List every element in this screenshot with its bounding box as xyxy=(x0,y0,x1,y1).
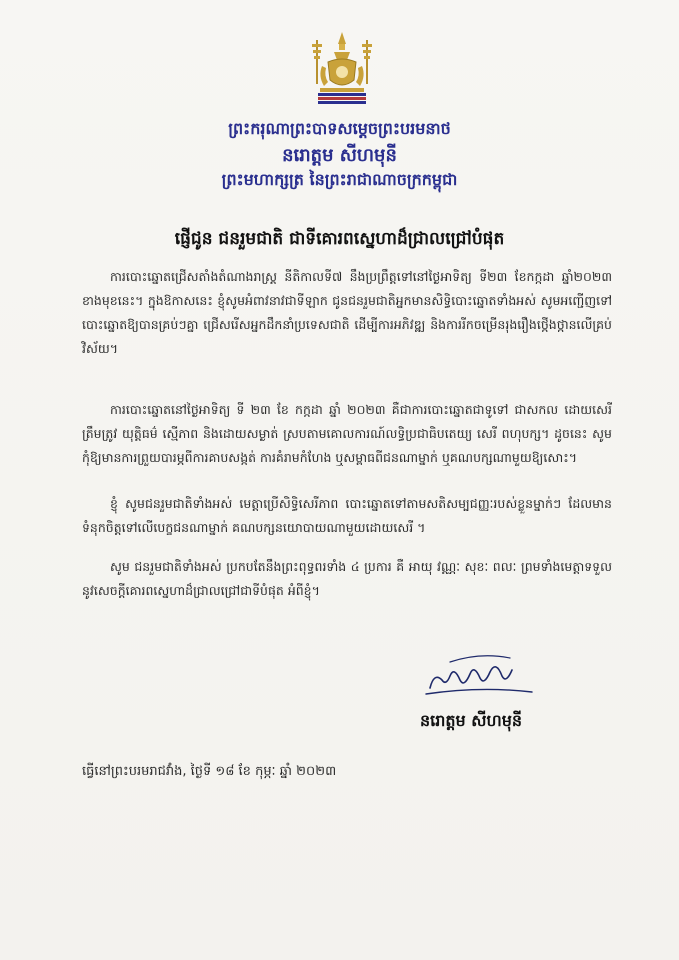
paragraph-1 xyxy=(82,265,612,361)
royal-emblem-icon xyxy=(304,30,380,110)
paragraph-3 xyxy=(82,492,612,540)
paragraph-text: ការបោះឆ្នោតជ្រើសតាំងតំណាងរាស្ត្រ នីតិកាលទី៧ នឹងប្រព្រឹត្តទៅនៅថ្ងៃអាទិត្យ ទី២៣ ខែកក្កដា ឆ្នាំ២០២៣ ខាងមុខនេះ។ ក្នុងឱកាសនេះ ខ្ញុំសូមអំពាវនាវជាទីឡាក ជូនជនរួមជាតិអ្នកមានសិទ្ធិបោះឆ្នោតទាំងអស់ សូមអញ្ជើញទៅបោះឆ្នោតឱ្យបានគ្រប់ៗគ្នា ជ្រើសរើសអ្នកដឹកនាំប្រទេសជាតិ ដើម្បីការអភិវឌ្ឍ និងការរីកចម្រើនរុងរឿងថ្កើងថ្កានលើគ្រប់វិស័យ។ xyxy=(82,269,612,356)
header-kingdom-title: ព្រះមហាក្សត្រ នៃព្រះរាជាណាចក្រកម្ពុជា xyxy=(221,170,458,189)
paragraph-text: សូម ជនរួមជាតិទាំងអស់ ប្រកបតែនឹងព្រះពុទ្ធពរទាំង ៤ ប្រការ គឺ អាយុ វណ្ណៈ សុខៈ ពលៈ ព្រមទាំងមេត្តាទទួលនូវសេចក្តីគោរពស្នេហាដ៏ជ្រាលជ្រៅជាទីបំផុត អំពីខ្ញុំ។ xyxy=(82,559,612,598)
header-royal-title: ព្រះករុណាព្រះបាទសម្តេចព្រះបរមនាថ xyxy=(228,119,451,138)
paragraph-text: ខ្ញុំ សូមជនរួមជាតិទាំងអស់ មេត្តាប្រើសិទ្ធិសេរីភាព បោះឆ្នោតទៅតាមសតិសម្បជញ្ញៈរបស់ខ្លួនម្នាក់ៗ ដែលមានទំនុកចិត្តទៅលើបេក្ខជនណាម្នាក់ គណបក្សនយោបាយណាមួយដោយសេរី ។ xyxy=(82,496,612,535)
paragraph-2 xyxy=(82,398,612,470)
header-king-name: នរោត្តម សីហមុនី xyxy=(282,145,397,166)
paragraph-4 xyxy=(82,555,612,603)
signer-name: នរោត្តម សីហមុនី xyxy=(420,711,523,730)
paragraph-text: ការបោះឆ្នោតនៅថ្ងៃអាទិត្យ ទី ២៣ ខែ កក្កដា ឆ្នាំ ២០២៣ គឺជាការបោះឆ្នោតជាទូទៅ ជាសកល ដោយសេរី ត្រឹមត្រូវ យុត្តិធម៌ ស្មើភាព និងដោយសម្ងាត់ ស្របតាមគោលការណ៍លទ្ធិប្រជាធិបតេយ្យ សេរី ពហុបក្ស។ ដូចនេះ សូមកុំឱ្យមានការព្រួយបារម្ភពីការគាបសង្កត់ ការគំរាមកំហែង ឬសម្ពាធពីជនណាម្នាក់ ឬគណបក្សណាមួយឱ្យសោះ។ xyxy=(82,402,612,465)
letter-salutation: ផ្ញើជូន ជនរួមជាតិ ជាទីគោរពស្នេហាដ៏ជ្រាលជ្រៅបំផុត xyxy=(174,229,505,249)
date-place-line: ធ្វើនៅព្រះបរមរាជវាំង, ថ្ងៃទី ១៨ ខែ កុម្ភៈ ឆ្នាំ ២០២៣ xyxy=(82,764,337,779)
handwritten-signature xyxy=(420,650,550,700)
